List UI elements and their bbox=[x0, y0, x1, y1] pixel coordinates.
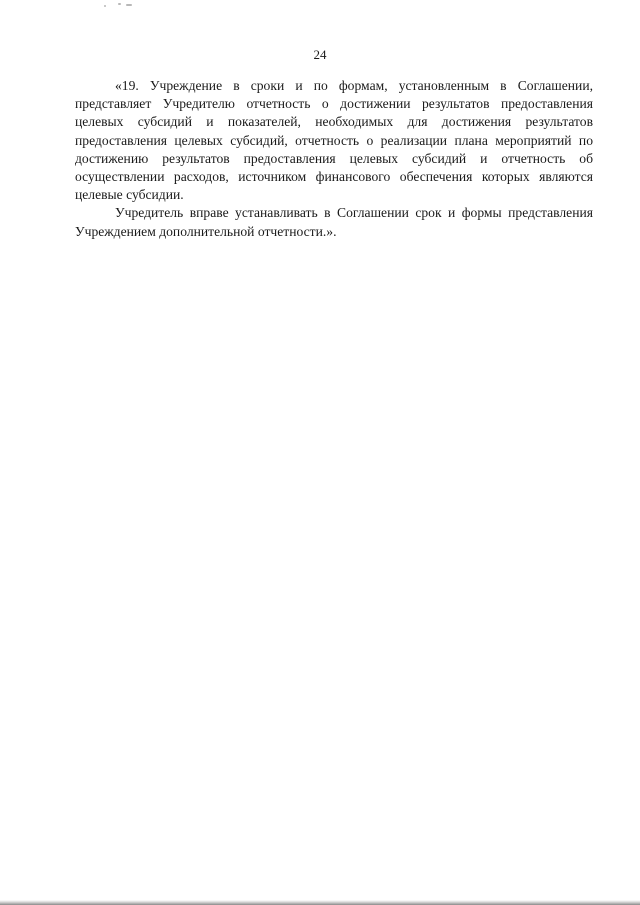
paragraph-item-19: «19. Учреждение в сроки и по формам, установленным в Соглашении, представляет Учредителю отчетность о достижении результатов предоставления целевых субсидий и показателей, необходимых для достижения результатов предоставления целевых субсидий, отчетность о реализации плана мероприятий по достижению результатов предоставления целевых субсидий и отчетность об осуществлении расходов, источником финансового обеспечения которых являются целевые субсидии. bbox=[75, 78, 593, 203]
document-body bbox=[75, 77, 593, 241]
scan-bottom-edge bbox=[0, 900, 640, 905]
scan-speck bbox=[118, 3, 121, 5]
scan-artifact bbox=[104, 2, 144, 10]
scan-speck bbox=[104, 5, 106, 7]
scan-speck bbox=[126, 4, 132, 6]
paragraph-additional-reporting: Учредитель вправе устанавливать в Соглашении срок и формы представления Учреждением дополнительной отчетности.». bbox=[75, 205, 593, 239]
page-number: 24 bbox=[313, 47, 327, 62]
